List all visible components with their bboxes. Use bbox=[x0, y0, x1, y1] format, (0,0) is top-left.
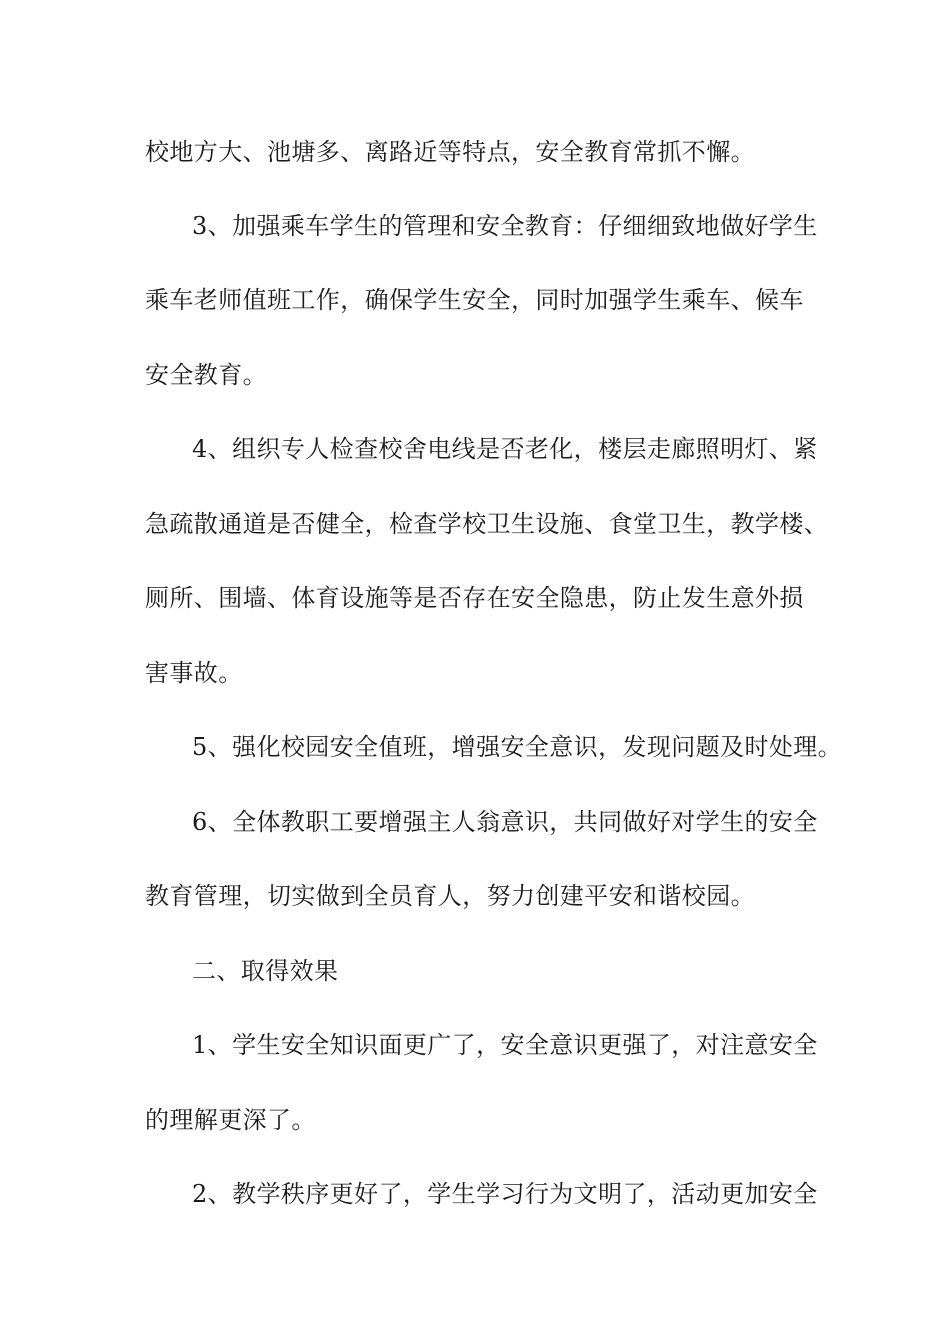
text-line: 6、全体教职工要增强主人翁意识，共同做好对学生的安全 bbox=[192, 808, 818, 836]
text-line: 2、教学秩序更好了，学生学习行为文明了，活动更加安全 bbox=[192, 1180, 818, 1208]
text-line: 教育管理，切实做到全员育人，努力创建平安和谐校园。 bbox=[145, 882, 755, 910]
text-line: 校地方大、池塘多、离路近等特点，安全教育常抓不懈。 bbox=[145, 138, 755, 166]
text-line: 1、学生安全知识面更广了，安全意识更强了，对注意安全 bbox=[192, 1031, 818, 1059]
text-line: 4、组织专人检查校舍电线是否老化，楼层走廊照明灯、紧 bbox=[192, 435, 818, 463]
text-line: 的理解更深了。 bbox=[145, 1106, 316, 1134]
text-line: 安全教育。 bbox=[145, 361, 267, 389]
text-line: 害事故。 bbox=[145, 659, 243, 687]
text-line: 乘车老师值班工作，确保学生安全，同时加强学生乘车、候车 bbox=[145, 286, 804, 314]
text-line: 急疏散通道是否健全，检查学校卫生设施、食堂卫生，教学楼、 bbox=[145, 510, 829, 538]
text-line: 3、加强乘车学生的管理和安全教育：仔细细致地做好学生 bbox=[192, 212, 818, 240]
section-heading: 二、取得效果 bbox=[192, 957, 339, 985]
text-line: 5、强化校园安全值班，增强安全意识，发现问题及时处理。 bbox=[192, 733, 843, 761]
text-line: 厕所、围墙、体育设施等是否存在安全隐患，防止发生意外损 bbox=[145, 584, 804, 612]
